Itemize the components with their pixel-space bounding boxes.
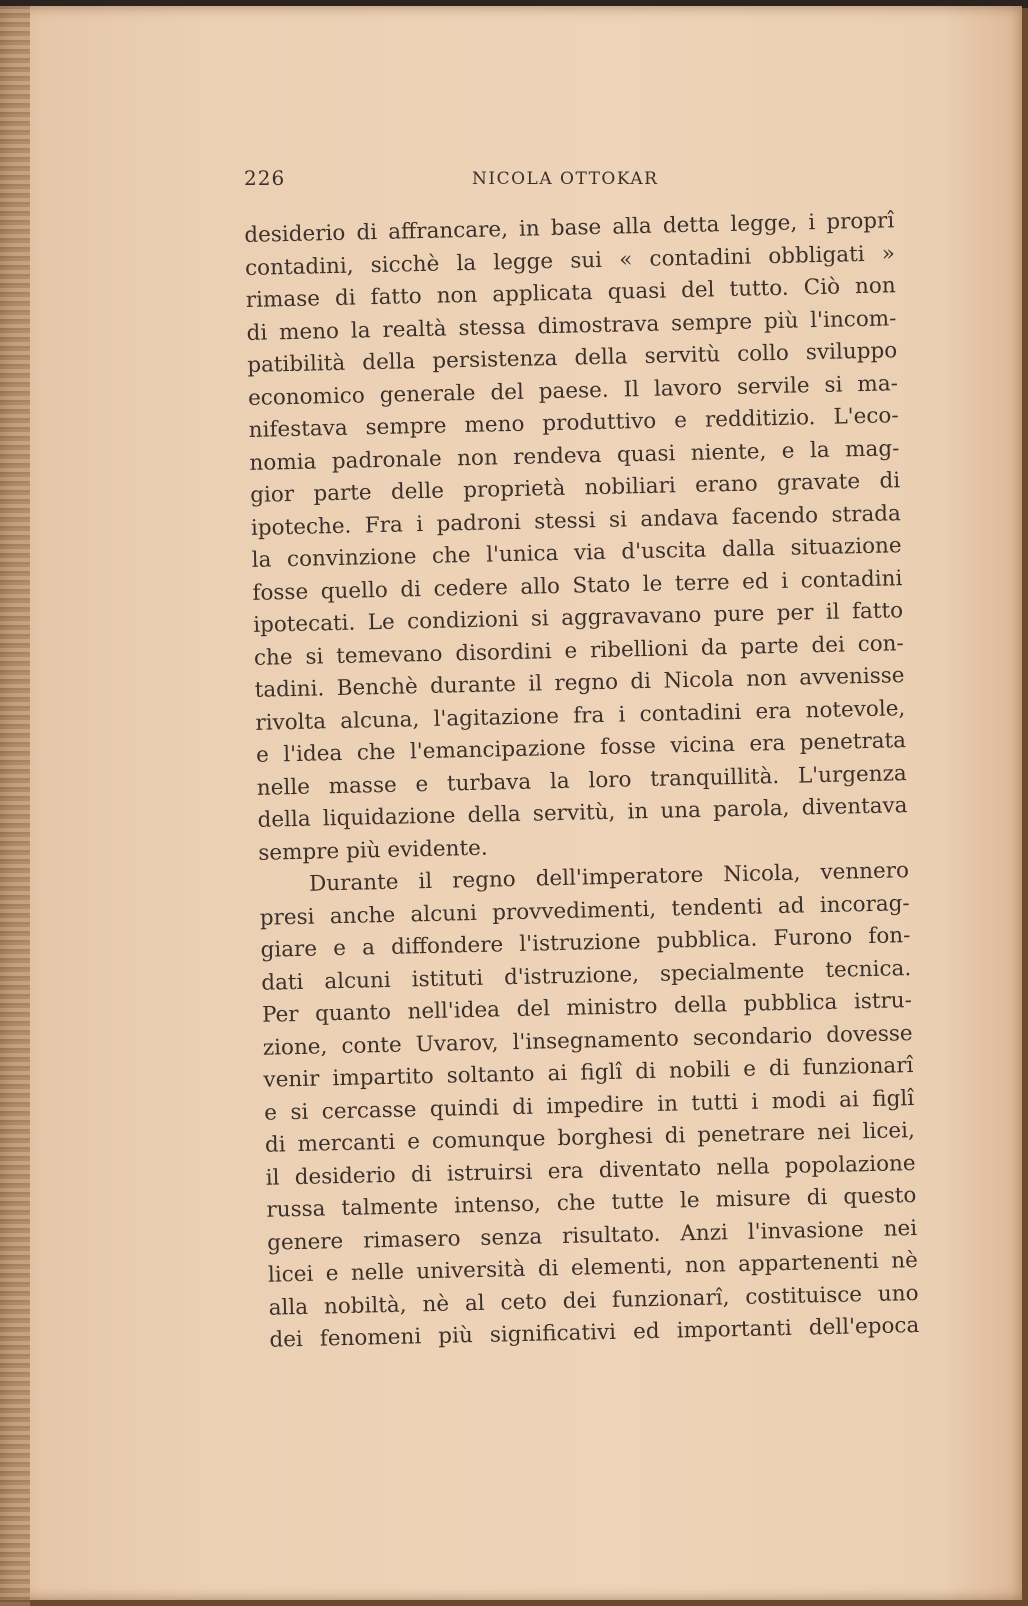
text-line: nifestava sempre meno produttivo e redditizio. L'eco-: [248, 403, 899, 443]
text-line: desiderio di affrancare, in base alla detta legge, i proprî: [244, 208, 895, 248]
text-line: di meno la realtà stessa dimostrava sempre più l'incom-: [246, 305, 897, 346]
text-line: Per quanto nell'idea del ministro della pubblica istru-: [261, 988, 913, 1028]
text-line: dati alcuni istituti d'istruzione, specialmente tecnica.: [261, 955, 912, 996]
text-line: che si temevano disordini e ribellioni da parte dei con-: [253, 630, 905, 671]
text-line: gior parte delle proprietà nobiliari erano gravate di: [249, 468, 901, 508]
text-line: ipoteche. Fra i padroni stessi si andava facendo strada: [250, 500, 902, 541]
paragraph-2: [259, 855, 920, 1357]
text-line: nomia padronale non rendeva quasi niente, e la mag-: [249, 435, 900, 476]
text-line: e si cercasse quindi di impedire in tutti i modi ai figlî: [263, 1085, 915, 1126]
text-line: zione, conte Uvarov, l'insegnamento secondario dovesse: [262, 1020, 913, 1061]
body-text: [244, 205, 920, 1357]
text-line: nelle masse e turbava la loro tranquillità. L'urgenza: [256, 760, 908, 801]
text-line: sempre più evidente.: [258, 835, 488, 866]
running-head: NICOLA OTTOKAR: [472, 169, 659, 189]
page-header: [244, 166, 884, 196]
text-line: fosse quello di cedere allo Stato le terre ed i contadini: [252, 565, 903, 606]
paragraph-1: [244, 205, 909, 870]
text-line: ipotecati. Le condizioni si aggravavano pure per il fatto: [252, 598, 904, 638]
text-line: il desiderio di istruirsi era diventato nella popolazione: [265, 1150, 916, 1191]
text-line: alla nobiltà, nè al ceto dei funzionarî, costituisce uno: [268, 1280, 919, 1321]
text-line: contadini, sicchè la legge sui « contadini obbligati »: [244, 240, 896, 281]
text-line: rivolta alcuna, l'agitazione fra i contadini era notevole,: [255, 695, 906, 736]
page-number: 226: [244, 166, 286, 190]
text-line: economico generale del paese. Il lavoro servile si ma-: [247, 370, 899, 411]
text-line: patibilità della persistenza della servitù collo sviluppo: [247, 338, 898, 378]
text-line: licei e nelle università di elementi, non appartenenti nè: [267, 1247, 919, 1288]
text-line: rimase di fatto non applicata quasi del tutto. Ciò non: [245, 273, 896, 313]
text-line: presi anche alcuni provvedimenti, tendenti ad incorag-: [259, 890, 910, 931]
text-line: giare e a diffondere l'istruzione pubblica. Furono fon-: [260, 923, 911, 963]
text-line: russa talmente intenso, che tutte le misure di questo: [266, 1183, 917, 1223]
text-line: di mercanti e comunque borghesi di penetrare nei licei,: [264, 1118, 916, 1158]
text-line: la convinzione che l'unica via d'uscita dalla situazione: [251, 533, 902, 573]
text-line: venir impartito soltanto ai figlî di nobili e di funzionarî: [263, 1053, 914, 1093]
text-line: dei fenomeni più significativi ed importanti dell'epoca: [269, 1312, 920, 1353]
text-line: genere rimasero senza risultato. Anzi l'invasione nei: [266, 1215, 918, 1256]
text-line: Durante il regno dell'imperatore Nicola, vennero: [308, 858, 910, 897]
page-binding-edge: [0, 6, 30, 1606]
text-line: tadini. Benchè durante il regno di Nicola non avvenisse: [254, 663, 905, 703]
text-line: e l'idea che l'emancipazione fosse vicina era penetrata: [255, 728, 907, 768]
text-line: della liquidazione della servitù, in una parola, diventava: [257, 793, 908, 833]
